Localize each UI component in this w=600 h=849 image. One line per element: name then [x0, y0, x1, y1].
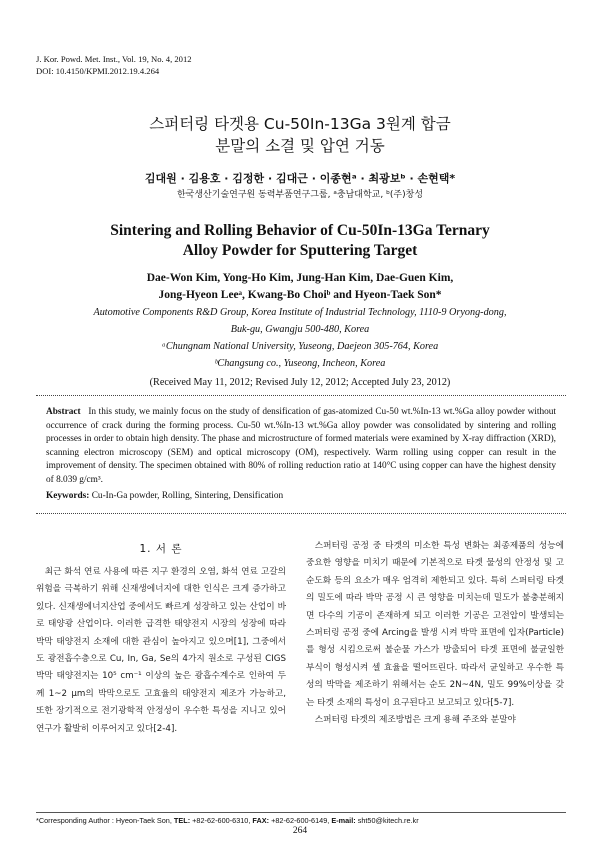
korean-affiliation: 한국생산기술연구원 동력부품연구그룹, ᵃ충남대학교, ᵇ(주)창성: [176, 190, 424, 200]
body-paragraph: 스퍼터링 공정 중 타겟의 미소한 특성 변화는 최종제품의 성능에 중요한 영향을 미치기 때문에 기본적으로 타겟 물성의 안정성 및 고순도화 등의 요소가 매우 엄격히 제한되고 있다. 특히 스퍼터링 타겟의 밀도에 따라 박막 공정 시 큰 영향을 미치는데 밀도가 불충분해지면 다수의 기공이 존재하게 되고 이러한 기공은 고전압이 발생되는 스퍼터링 공정 중에 Arcing을 발생 시켜 박막 표면에 입자(Particle)를 형성 시킴으로써 불순물 가스가 방출되어 타겟 표면에 불균일한 부식이 형성시켜 셀 효율을 떨어뜨린다. 따라서 균일하고 우수한 특성의 박막을 제조하기 위해서는 순도 2N~4N, 밀도 99%이상을 갖는 타겟 소재의 특성이 요구된다고 보고되고 있다[5-7].: [306, 541, 564, 708]
footnote-email-label: E-mail:: [331, 816, 356, 825]
body-right-column: [306, 538, 564, 729]
section-heading-introduction: 1. 서 론: [139, 543, 183, 555]
abstract: [46, 406, 556, 487]
abstract-top-rule: [36, 395, 566, 396]
keywords-text: Cu-In-Ga powder, Rolling, Sintering, Densification: [91, 491, 284, 501]
journal-citation: J. Kor. Powd. Met. Inst., Vol. 19, No. 4, 2012: [36, 54, 192, 64]
english-title-line1: Sintering and Rolling Behavior of Cu-50In-13Ga Ternary: [110, 222, 490, 239]
journal-doi: DOI: 10.4150/KPMI.2012.19.4.264: [36, 66, 160, 76]
english-affiliation-line3: ᵃChungnam National University, Yuseong, Daejeon 305-764, Korea: [161, 341, 439, 352]
body-paragraph: 최근 화석 연료 사용에 따른 지구 환경의 오염, 화석 연료 고갈의 위험을 극복하기 위해 신재생에너지에 대한 인식은 크게 증가하고 있다. 신재생에너지산업 중에서도 빠르게 성장하고 있는 산업이 바로 태양광 산업이다. 이러한 급격한 태양전지 시장의 성장에 따라 박막 태양전지 소재에 대한 관심이 높아지고 있으며[1], 그중에서도 광전흡수층으로 Cu, In, Ga, Se의 4가지 원소로 구성된 CIGS 박막 태양전지는 10⁵ cm⁻¹ 이상의 높은 광흡수계수로 인하여 두께 1~2 μm의 박막으로도 고효율의 태양전지 제조가 가능하고, 또한 장기적으로 전기광학적 안정성이 우수한 특성을 지니고 있어 연구가 활발히 이루어지고 있다[2-4].: [36, 567, 286, 734]
english-authors-line2: Jong-Hyeon Leeᵃ, Kwang-Bo Choiᵇ and Hyeon-Taek Son*: [158, 289, 442, 301]
keywords-label: Keywords:: [46, 491, 90, 501]
footnote-fax-label: FAX:: [252, 816, 270, 825]
received-dates: (Received May 11, 2012; Revised July 12, 2012; Accepted July 23, 2012): [149, 377, 451, 388]
english-affiliation-line1: Automotive Components R&D Group, Korea Institute of Industrial Technology, 1110-9 Oryong-dong,: [93, 307, 507, 318]
page-number: 264: [292, 826, 308, 836]
korean-title-line1: 스퍼터링 타겟용 Cu-50In-13Ga 3원계 합금: [149, 115, 451, 133]
english-authors-line1: Dae-Won Kim, Yong-Ho Kim, Jung-Han Kim, Dae-Guen Kim,: [146, 272, 454, 284]
footnote-tel: +82-62-600-6310,: [192, 816, 251, 825]
keywords: [46, 491, 556, 501]
footnote-rule: [36, 812, 566, 813]
abstract-text: In this study, we mainly focus on the study of densification of gas-atomized Cu-50 wt.%In-13 wt.%Ga alloy powder without occurrence of crack during the forming process. Cu-50 wt.%In-13 wt.%Ga alloy powder was consolidated by sintering and rolling processes in order to obtain high density. The phase and microstructure of formed materials were examined by X-ray diffraction (XRD), scanning electron microscopy (SEM) and optical microscopy (OM), respectively. Warm rolling using copper can result in the improvement of density. The specimen obtained with 80% of rolling reduction ratio at 140°C using copper can have the highest density of 8.039 g/cm³.: [46, 407, 556, 485]
body-left-column: [36, 564, 286, 738]
abstract-label: Abstract: [46, 407, 81, 417]
korean-title-line2: 분말의 소결 및 압연 거동: [215, 137, 385, 155]
korean-authors: 김대원 · 김용호 · 김정한 · 김대근 · 이종현ᵃ · 최광보ᵇ · 손현택*: [144, 172, 456, 185]
body-paragraph: 스퍼터링 타겟의 제조방법은 크게 용해 주조와 분말야: [314, 715, 516, 726]
abstract-bottom-rule: [36, 513, 566, 514]
footnote-tel-label: TEL:: [173, 816, 191, 825]
journal-header: [36, 53, 192, 77]
english-affiliation-line4: ᵇChangsung co., Yuseong, Incheon, Korea: [214, 358, 386, 369]
footnote-email: sht50@kitech.re.kr: [357, 816, 419, 825]
footnote-fax: +82-62-600-6149,: [271, 816, 330, 825]
footnote-label: *Corresponding Author : Hyeon-Taek Son,: [36, 816, 172, 825]
english-title-line2: Alloy Powder for Sputtering Target: [182, 242, 418, 259]
english-affiliation-line2: Buk-gu, Gwangju 500-480, Korea: [230, 324, 370, 335]
corresponding-author-footnote: [36, 816, 419, 825]
